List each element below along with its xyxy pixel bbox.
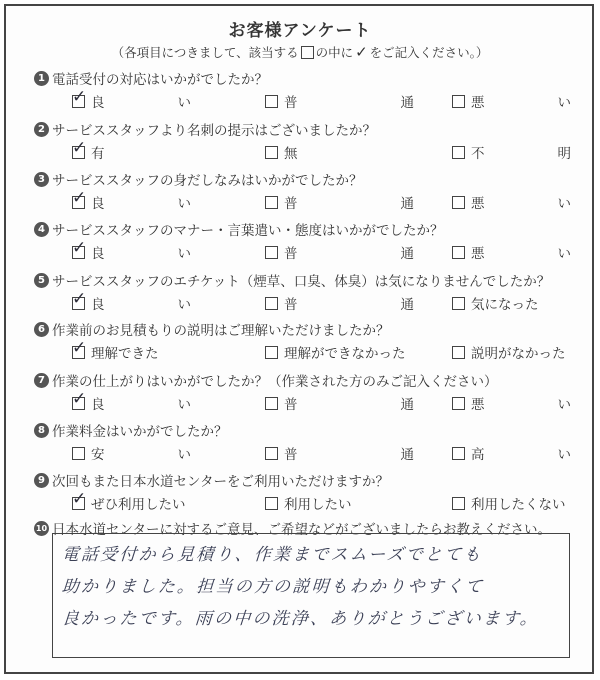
answer-label-char: い <box>177 95 191 111</box>
answer-checkbox[interactable] <box>452 95 465 108</box>
answer-option[interactable] <box>265 92 414 110</box>
checkmark-icon: ✓ <box>72 86 87 107</box>
answer-option[interactable] <box>72 86 191 111</box>
answer-checkbox[interactable] <box>265 146 278 159</box>
answer-checkbox[interactable] <box>265 95 278 108</box>
answer-option[interactable] <box>72 137 105 162</box>
answer-checkbox[interactable] <box>452 346 465 359</box>
checkbox-sample-icon <box>301 46 314 59</box>
answer-label-char: 普 <box>284 447 298 463</box>
answer-checkbox[interactable] <box>452 397 465 410</box>
answer-checkbox[interactable] <box>452 246 465 259</box>
answer-label-char: 普 <box>284 397 298 413</box>
answer-label-char: 普 <box>284 95 298 111</box>
survey-title: お客様アンケート <box>228 21 372 41</box>
answer-label-char: 普 <box>284 246 298 262</box>
checkmark-icon: ✓ <box>72 137 87 158</box>
question-number-icon: 4 <box>34 222 49 237</box>
answer-option[interactable] <box>72 337 159 362</box>
answer-label-char: 通 <box>400 196 414 212</box>
question-4 <box>34 219 444 239</box>
answer-option[interactable] <box>72 444 191 462</box>
answer-option[interactable] <box>452 294 539 312</box>
answer-option[interactable] <box>265 294 414 312</box>
instruction-middle: の中に <box>315 45 354 60</box>
question-text: 日本水道センターに対するご意見、ご希望などがございましたらお教えください。 <box>52 522 551 538</box>
answer-checkbox[interactable] <box>72 86 87 108</box>
answer-label <box>284 91 414 111</box>
checkmark-icon: ✓ <box>72 488 87 509</box>
answer-checkbox[interactable] <box>265 497 278 510</box>
answer-label-char: 普 <box>284 196 298 212</box>
question-7 <box>34 370 498 390</box>
checkmark-icon: ✓ <box>72 187 87 208</box>
answer-checkbox[interactable] <box>452 297 465 310</box>
answer-option[interactable] <box>452 92 571 110</box>
answer-checkbox[interactable] <box>72 447 85 460</box>
answer-label-char: い <box>557 196 571 212</box>
answer-option[interactable] <box>452 494 566 512</box>
answer-checkbox[interactable] <box>265 397 278 410</box>
answer-label <box>91 242 191 262</box>
answer-option[interactable] <box>265 444 414 462</box>
answer-label-char: 通 <box>400 95 414 111</box>
answer-label-char: 高 <box>471 447 485 463</box>
answer-checkbox[interactable] <box>265 447 278 460</box>
question-text: 作業前のお見積もりの説明はご理解いただけましたか？ <box>52 323 390 339</box>
answer-label: ぜひ利用したい <box>91 497 186 513</box>
answer-checkbox[interactable] <box>452 196 465 209</box>
answer-option[interactable] <box>265 394 414 412</box>
answer-checkbox[interactable] <box>72 388 87 410</box>
answer-option[interactable] <box>72 488 186 513</box>
answer-option[interactable] <box>72 388 191 413</box>
question-number-icon: 7 <box>34 373 49 388</box>
answer-label-char: 悪 <box>471 95 485 111</box>
comment-line: 助かりました。担当の方の説明もわかりやすくて <box>61 577 485 597</box>
answer-label <box>284 293 414 313</box>
answer-label <box>284 192 414 212</box>
answer-checkbox[interactable] <box>72 488 87 510</box>
answer-label <box>284 242 414 262</box>
answer-option[interactable] <box>265 494 352 512</box>
answer-label-char: 通 <box>400 397 414 413</box>
answer-checkbox[interactable] <box>265 246 278 259</box>
question-9 <box>34 470 389 490</box>
answer-checkbox[interactable] <box>265 297 278 310</box>
answer-label: 利用したくない <box>471 497 566 513</box>
answer-checkbox[interactable] <box>72 237 87 259</box>
answer-label-char: 通 <box>400 297 414 313</box>
answer-option[interactable] <box>72 288 191 313</box>
answer-label-char: 不 <box>471 146 485 162</box>
checkmark-icon: ✓ <box>72 388 87 409</box>
answer-label-char: い <box>177 297 191 313</box>
answer-label <box>91 393 191 413</box>
answer-label-char: い <box>557 397 571 413</box>
answer-option[interactable] <box>265 193 414 211</box>
answer-label <box>284 443 414 463</box>
checkmark-icon: ✓ <box>72 288 87 309</box>
answer-label-char: 良 <box>91 297 105 313</box>
answer-label-char: 良 <box>91 95 105 111</box>
question-number-icon: 6 <box>34 322 49 337</box>
answer-label-char: 悪 <box>471 196 485 212</box>
answer-checkbox[interactable] <box>72 337 87 359</box>
answer-label: 利用したい <box>284 497 352 513</box>
question-text: 次回もまた日本水道センターをご利用いただけますか？ <box>52 474 389 490</box>
question-number-icon: 1 <box>34 71 49 86</box>
answer-checkbox[interactable] <box>265 196 278 209</box>
question-8 <box>34 420 228 440</box>
checkmark-icon: ✓ <box>72 337 87 358</box>
answer-label <box>91 443 191 463</box>
answer-option[interactable] <box>72 237 191 262</box>
answer-label: 説明がなかった <box>471 346 566 362</box>
instruction-before: （各項目につきまして、該当する <box>111 45 299 60</box>
instruction-text <box>0 43 600 61</box>
question-text: 作業料金はいかがでしたか？ <box>52 424 228 440</box>
answer-option[interactable] <box>265 243 414 261</box>
answer-checkbox[interactable] <box>452 497 465 510</box>
checkmark-icon: ✓ <box>72 237 87 258</box>
answer-checkbox[interactable] <box>265 346 278 359</box>
answer-label-char: 悪 <box>471 246 485 262</box>
answer-label: 理解ができなかった <box>284 346 406 362</box>
answer-label <box>471 393 571 413</box>
instruction-after: をご記入ください。） <box>369 45 489 60</box>
answer-label-char: い <box>177 196 191 212</box>
answer-label-char: 悪 <box>471 397 485 413</box>
answer-option[interactable] <box>452 444 571 462</box>
question-number-icon: 8 <box>34 423 49 438</box>
question-number-icon: 9 <box>34 473 49 488</box>
answer-label: 無 <box>284 146 298 162</box>
answer-option[interactable] <box>452 143 571 161</box>
question-number-icon: 10 <box>34 521 49 536</box>
answer-option[interactable] <box>72 187 191 212</box>
answer-checkbox[interactable] <box>452 146 465 159</box>
question-text: サービススタッフの身だしなみはいかがでしたか？ <box>52 173 363 189</box>
answer-label-char: い <box>557 95 571 111</box>
answer-label-char: 普 <box>284 297 298 313</box>
answer-label-char: い <box>177 397 191 413</box>
answer-label-char: 良 <box>91 196 105 212</box>
answer-label-char: い <box>177 246 191 262</box>
question-text: 作業の仕上がりはいかがでしたか？（作業された方のみご記入ください） <box>52 374 498 390</box>
answer-label <box>471 443 571 463</box>
answer-option[interactable] <box>452 343 566 361</box>
question-text: 電話受付の対応はいかがでしたか？ <box>52 72 268 88</box>
checkmark-sample-icon: ✓ <box>355 43 368 61</box>
question-1 <box>34 68 268 88</box>
comment-line: 良かったです。雨の中の洗浄、ありがとうございます。 <box>61 609 540 629</box>
question-text: サービススタッフのエチケット（煙草、口臭、体臭）は気になりませんでしたか？ <box>52 274 551 290</box>
answer-label <box>471 242 571 262</box>
answer-option[interactable] <box>265 143 298 161</box>
answer-checkbox[interactable] <box>72 137 87 159</box>
answer-label <box>471 192 571 212</box>
question-3 <box>34 169 363 189</box>
question-text: サービススタッフのマナー・言葉遣い・態度はいかがでしたか？ <box>52 223 444 239</box>
answer-label-char: い <box>557 447 571 463</box>
question-5 <box>34 270 550 290</box>
answer-label-char: 安 <box>91 447 105 463</box>
answer-label <box>471 91 571 111</box>
answer-option[interactable] <box>452 243 571 261</box>
answer-option[interactable] <box>452 193 571 211</box>
question-2 <box>34 119 376 139</box>
answer-label-char: い <box>557 246 571 262</box>
answer-label <box>91 91 191 111</box>
answer-option[interactable] <box>452 394 571 412</box>
answer-checkbox[interactable] <box>72 288 87 310</box>
answer-label <box>91 293 191 313</box>
answer-label-char: 通 <box>400 447 414 463</box>
answer-label-char: い <box>177 447 191 463</box>
answer-label <box>91 192 191 212</box>
question-6 <box>34 319 390 339</box>
answer-label: 理解できた <box>91 346 159 362</box>
answer-label: 有 <box>91 146 105 162</box>
question-number-icon: 3 <box>34 172 49 187</box>
answer-label <box>284 393 414 413</box>
question-text: サービススタッフより名刺の提示はございましたか？ <box>52 123 376 139</box>
comment-line: 電話受付から見積り、作業までスムーズでとても <box>61 545 484 565</box>
answer-label-char: 明 <box>557 146 571 162</box>
answer-label-char: 良 <box>91 397 105 413</box>
answer-checkbox[interactable] <box>72 187 87 209</box>
answer-label-char: 通 <box>400 246 414 262</box>
answer-checkbox[interactable] <box>452 447 465 460</box>
answer-option[interactable] <box>265 343 406 361</box>
answer-label: 気になった <box>471 297 539 313</box>
answer-label <box>471 142 571 162</box>
answer-label-char: 良 <box>91 246 105 262</box>
question-number-icon: 2 <box>34 122 49 137</box>
question-number-icon: 5 <box>34 273 49 288</box>
